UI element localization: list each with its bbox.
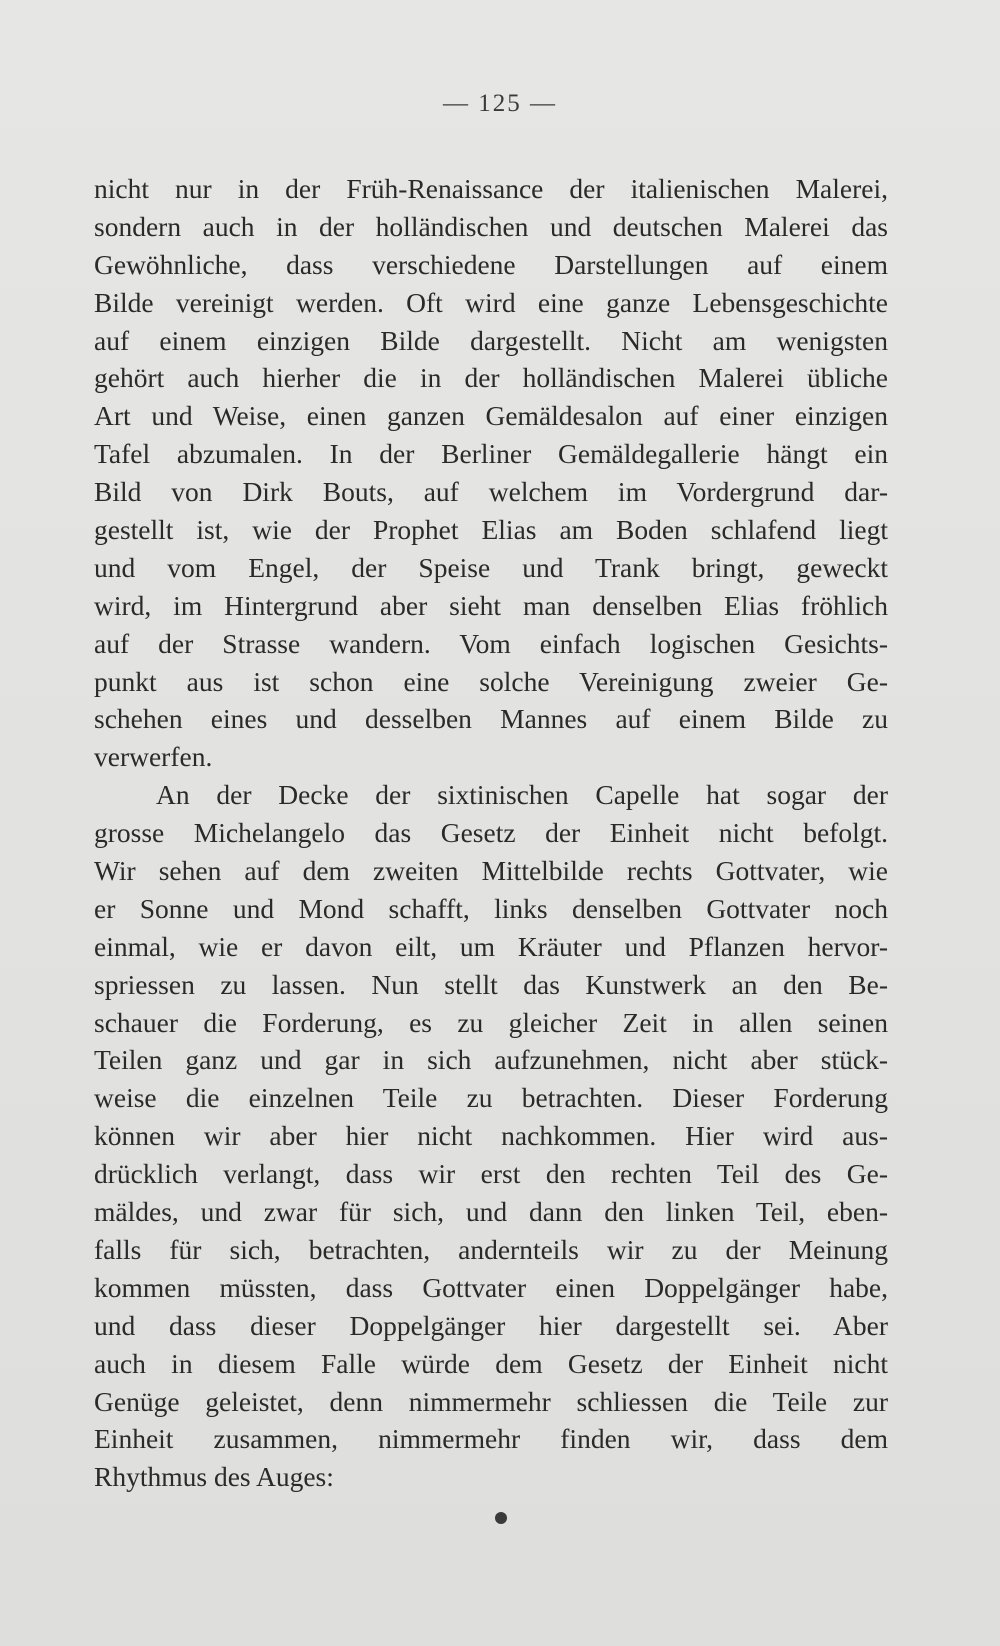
text-line: schehen eines und desselben Mannes auf einem Bilde zu [94,703,888,735]
text-line: Genüge geleistet, denn nimmermehr schliessen die Teile zur [94,1385,888,1417]
text-line: sondern auch in der holländischen und deutschen Malerei das [94,210,888,242]
text-line: schauer die Forderung, es zu gleicher Zeit in allen seinen [94,1006,888,1038]
text-line: Wir sehen auf dem zweiten Mittelbilde rechts Gottvater, wie [94,855,888,887]
text-line: und vom Engel, der Speise und Trank bringt, geweckt [94,551,888,583]
body-text [94,170,888,1496]
text-line: auf der Strasse wandern. Vom einfach logischen Gesichts- [94,627,888,659]
page-number: — 125 — [443,90,557,117]
text-line: auf einem einzigen Bilde dargestellt. Nicht am wenigsten [94,324,888,356]
text-line: Bild von Dirk Bouts, auf welchem im Vordergrund dar- [94,476,888,508]
text-line: können wir aber hier nicht nachkommen. Hier wird aus- [94,1120,888,1152]
text-line: auch in diesem Falle würde dem Gesetz der Einheit nicht [94,1347,888,1379]
text-line: gestellt ist, wie der Prophet Elias am Boden schlafend liegt [94,514,888,546]
text-line: nicht nur in der Früh-Renaissance der italienischen Malerei, [94,173,888,204]
text-line: Bilde vereinigt werden. Oft wird eine ganze Lebensgeschichte [94,286,888,318]
paragraph-start-line: An der Decke der sixtinischen Capelle hat sogar der [156,779,888,811]
text-line: drücklich verlangt, dass wir erst den rechten Teil des Ge- [94,1158,888,1190]
text-line: Teilen ganz und gar in sich aufzunehmen, nicht aber stück- [94,1044,888,1076]
text-line: Rhythmus des Auges: [94,1461,334,1493]
text-line: Gewöhnliche, dass verschiedene Darstellungen auf einem [94,248,888,280]
text-line: Tafel abzumalen. In der Berliner Gemäldegallerie hängt ein [94,438,888,470]
text-line: falls für sich, betrachten, andernteils wir zu der Meinung [94,1233,888,1265]
text-line: wird, im Hintergrund aber sieht man denselben Elias fröhlich [94,589,888,621]
dot-ornament-icon [495,1512,507,1524]
text-line: Art und Weise, einen ganzen Gemäldesalon auf einer einzigen [94,400,888,432]
text-line: mäldes, und zwar für sich, und dann den linken Teil, eben- [94,1196,888,1228]
text-line: gehört auch hierher die in der holländischen Malerei übliche [94,362,888,394]
text-line: einmal, wie er davon eilt, um Kräuter und Pflanzen hervor- [94,930,888,962]
text-line: punkt aus ist schon eine solche Vereinigung zweier Ge- [94,665,888,697]
text-line: Einheit zusammen, nimmermehr finden wir, dass dem [94,1423,888,1455]
text-line: spriessen zu lassen. Nun stellt das Kunstwerk an den Be- [94,968,888,1000]
text-line: weise die einzelnen Teile zu betrachten. Dieser Forderung [94,1082,888,1114]
text-line: und dass dieser Doppelgänger hier dargestellt sei. Aber [94,1309,888,1341]
text-line: verwerfen. [94,741,213,773]
text-line: kommen müssten, dass Gottvater einen Doppelgänger habe, [94,1271,888,1303]
text-line: grosse Michelangelo das Gesetz der Einheit nicht befolgt. [94,817,888,849]
text-line: er Sonne und Mond schafft, links denselben Gottvater noch [94,892,888,924]
